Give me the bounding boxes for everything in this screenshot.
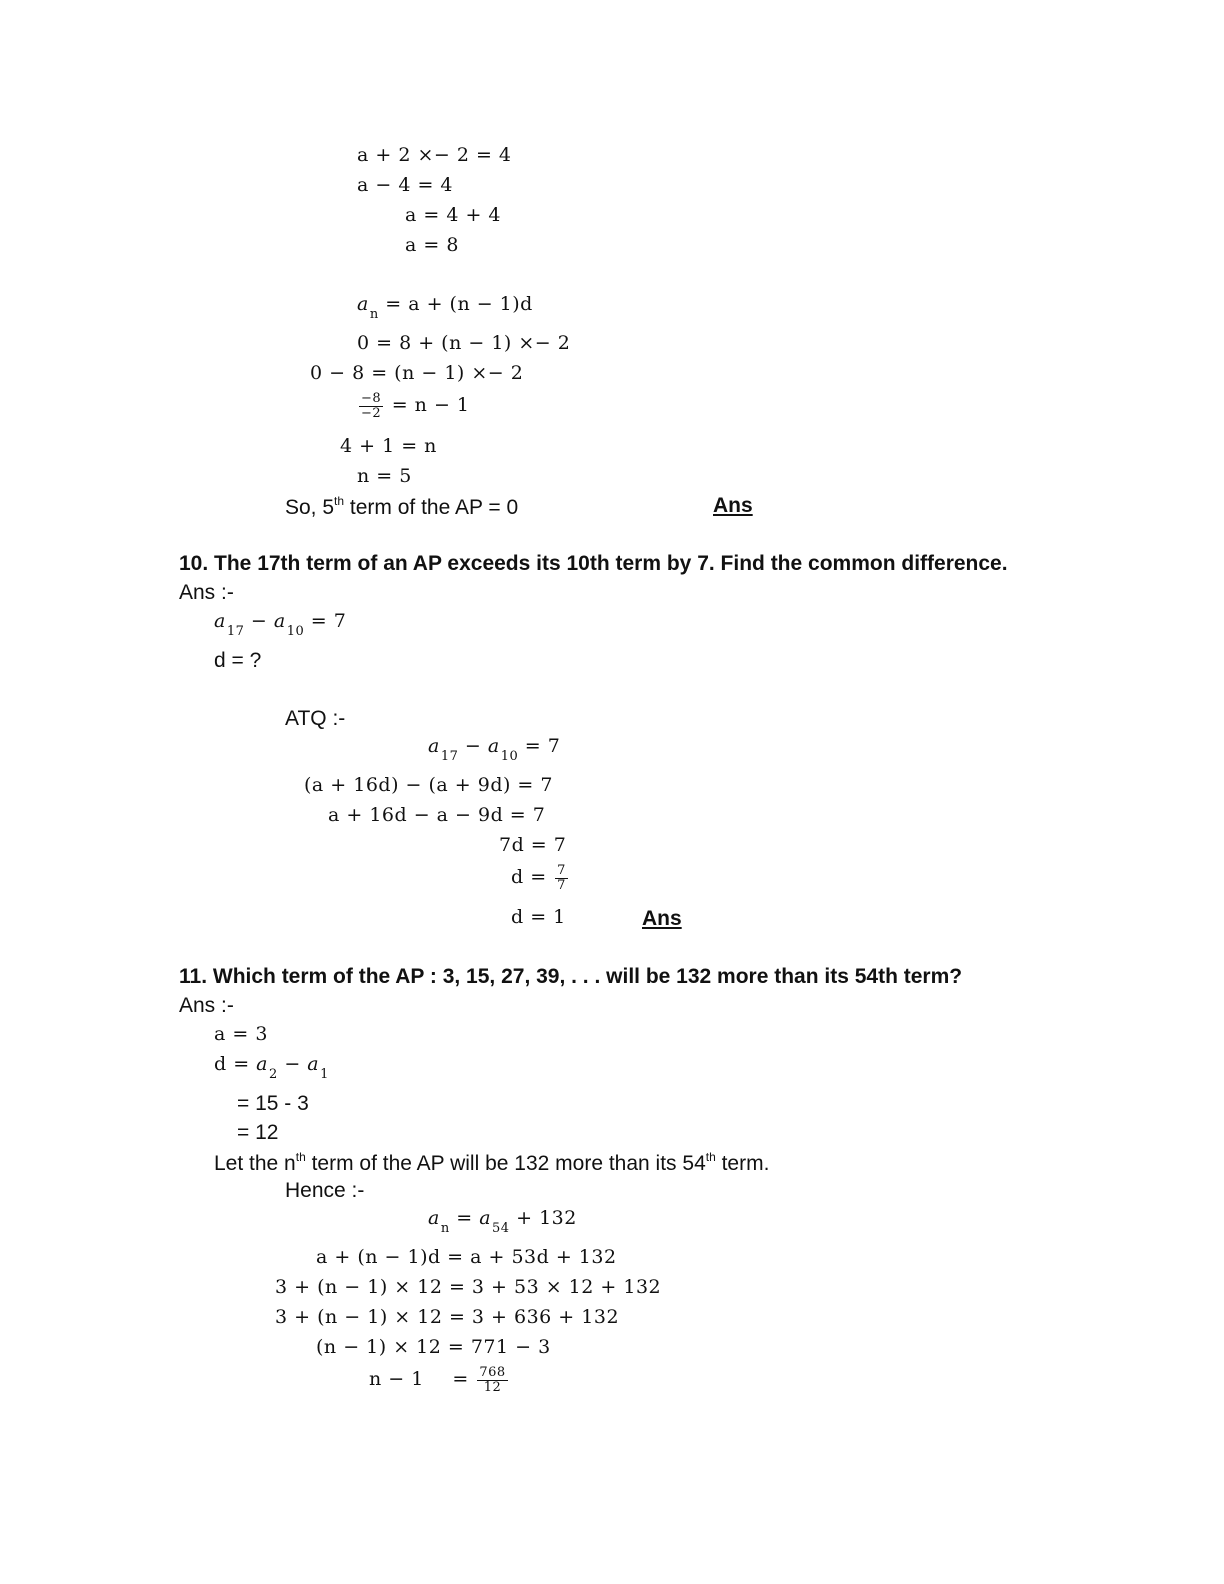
ordinal-suffix: th [334,494,345,508]
question-10: 10. The 17th term of an AP exceeds its 10th term by 7. Find the common difference. [179,552,1008,575]
fraction-line [511,864,570,892]
equation-line: a + 2 ×− 2 = 4 [357,144,512,166]
atq-label: ATQ :- [285,707,346,730]
equation-line: a − 4 = 4 [357,174,454,196]
calc-line: = 12 [237,1121,279,1144]
equation-line: 3 + (n − 1) × 12 = 3 + 53 × 12 + 132 [275,1276,662,1298]
equation-line: a + (n − 1)d = a + 53d + 132 [316,1246,617,1268]
subscript: 1 [320,1067,329,1082]
term-symbol: a [256,1053,268,1075]
equation-line: a = 8 [405,234,459,256]
formula-line [357,295,533,321]
let-mid: term of the AP will be 132 more than its 54 [305,1152,706,1175]
subscript: 17 [226,624,245,639]
fraction-line [369,1366,510,1394]
numerator: 7 [557,863,566,878]
term-symbol: a [307,1053,320,1075]
calc-line: = 15 - 3 [237,1092,309,1115]
denominator: −2 [361,405,382,421]
equation-line: 7d = 7 [499,834,567,856]
subscript: 10 [500,749,519,764]
ans-label: Ans [642,907,682,930]
hence-label: Hence :- [285,1179,365,1202]
denominator: 7 [557,877,566,893]
term-symbol: a [479,1207,492,1229]
ans-label: Ans [713,494,753,517]
equation-rhs: = 7 [304,610,347,632]
operator: = [449,1207,480,1229]
subscript: n [440,1221,450,1236]
equation-lhs: d = [214,1053,257,1075]
question-11: 11. Which term of the AP : 3, 15, 27, 39, . . . will be 132 more than its 54th term? [179,965,963,988]
subscript: 17 [440,749,459,764]
numerator: −8 [361,391,382,406]
fraction [359,392,383,420]
fraction-line [357,392,470,420]
given-d [214,1055,329,1081]
ordinal-suffix: th [295,1150,306,1164]
term-symbol: a [357,293,369,315]
denominator: 12 [483,1379,502,1395]
term-symbol: a [214,610,226,632]
ans-intro: Ans :- [179,994,234,1017]
formula-rhs: = a + (n − 1)d [385,293,533,315]
conclusion-post: term of the AP = 0 [344,496,519,519]
fraction-lhs: d = [511,866,547,889]
ordinal-suffix: th [705,1150,716,1164]
ans-intro: Ans :- [179,581,234,604]
equation-line: a = 4 + 4 [405,204,502,226]
equation-line: n = 5 [357,465,412,487]
subscript: n [369,307,379,322]
let-pre: Let the n [214,1152,296,1175]
equals-sign: = [452,1368,469,1391]
fraction [477,1366,507,1394]
equation-line: 4 + 1 = n [340,435,437,457]
operator: − [277,1053,308,1075]
operator: − [458,735,488,757]
numerator: 768 [479,1365,506,1380]
subscript: 10 [286,624,305,639]
given-equation [214,612,346,638]
let-statement [214,1151,769,1174]
equation-line: (a + 16d) − (a + 9d) = 7 [304,774,553,796]
given-a: a = 3 [214,1023,268,1045]
let-post: term. [715,1152,770,1175]
equation-line: (n − 1) × 12 = 771 − 3 [316,1336,551,1358]
equation-rhs: + 132 [509,1207,577,1229]
fraction [555,864,568,892]
equation-line [428,1209,577,1235]
given-unknown: d = ? [214,649,262,672]
equation-line: 0 = 8 + (n − 1) ×− 2 [357,332,571,354]
term-symbol: a [428,1207,440,1229]
term-symbol: a [273,610,286,632]
equation-line [428,737,560,763]
conclusion-pre: So, 5 [285,496,335,519]
fraction-rhs: = n − 1 [391,394,470,417]
subscript: 54 [492,1221,510,1236]
fraction-lhs: n − 1 [369,1368,424,1391]
equation-line: 3 + (n − 1) × 12 = 3 + 636 + 132 [275,1306,620,1328]
equation-rhs: = 7 [518,735,561,757]
term-symbol: a [487,735,500,757]
conclusion-text [285,495,518,518]
equation-line: 0 − 8 = (n − 1) ×− 2 [310,362,524,384]
equation-line: a + 16d − a − 9d = 7 [328,804,546,826]
subscript: 2 [269,1067,278,1082]
term-symbol: a [428,735,440,757]
equation-line: d = 1 [511,906,566,928]
operator: − [244,610,274,632]
